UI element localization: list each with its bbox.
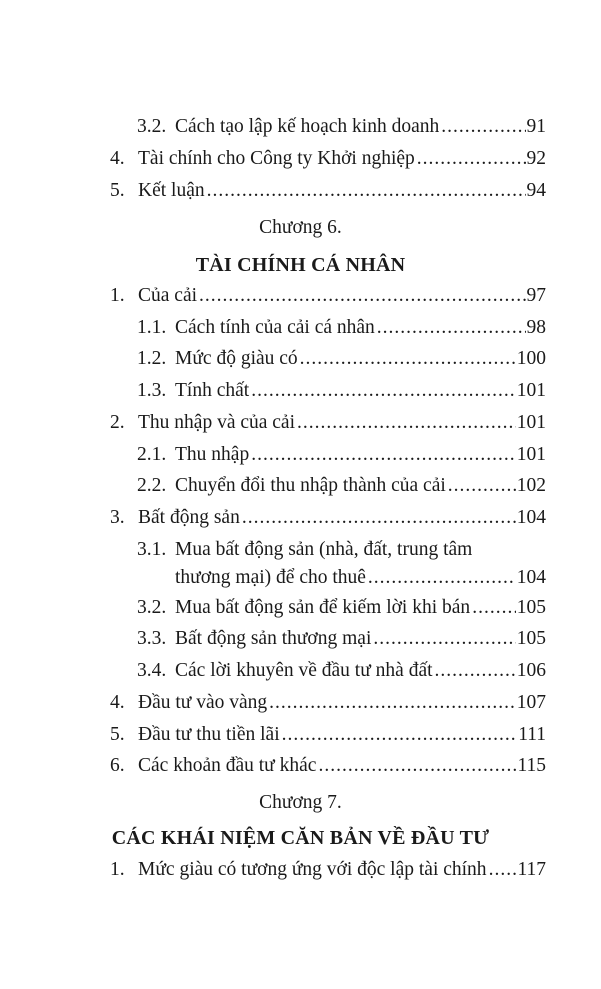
toc-entry[interactable] — [137, 660, 546, 686]
dot-leader — [417, 148, 526, 170]
entry-label: Đầu tư thu tiền lãi — [138, 724, 280, 745]
entry-line — [175, 317, 546, 339]
entry-line — [175, 348, 546, 370]
entry-page: 104 — [516, 507, 546, 528]
entry-line — [175, 660, 546, 682]
entry-line — [138, 180, 546, 202]
entry-page: 102 — [516, 475, 546, 496]
dot-leader — [251, 380, 516, 402]
entry-number: 3.2. — [137, 116, 167, 137]
toc-entry[interactable] — [110, 180, 546, 206]
toc-entry[interactable] — [137, 628, 546, 654]
entry-number: 1. — [110, 859, 125, 880]
entry-label: Chuyển đổi thu nhập thành của cải — [175, 475, 446, 496]
entry-label: Bất động sản — [138, 507, 240, 528]
entry-label: Mức giàu có tương ứng với độc lập tài chính — [138, 859, 487, 880]
entry-line — [175, 628, 546, 650]
dot-leader — [269, 692, 516, 714]
entry-number: 3.4. — [137, 660, 167, 681]
entry-label-continued: thương mại) để cho thuê — [175, 567, 366, 588]
dot-leader — [251, 444, 516, 466]
toc-entry[interactable] — [110, 507, 546, 533]
entry-line — [138, 859, 546, 881]
toc-entry[interactable] — [137, 475, 546, 501]
dot-leader — [377, 317, 526, 339]
dot-leader — [448, 475, 516, 497]
toc-entry[interactable] — [137, 597, 546, 623]
toc-entry[interactable] — [137, 348, 546, 374]
entry-number: 3. — [110, 507, 125, 528]
entry-line — [175, 475, 546, 497]
chapter-heading: Chương 7. — [259, 792, 342, 813]
toc-entry[interactable] — [137, 444, 546, 470]
entry-label: Mua bất động sản để kiếm lời khi bán — [175, 597, 471, 618]
toc-entry[interactable] — [110, 148, 546, 174]
entry-line — [175, 567, 546, 589]
dot-leader — [435, 660, 516, 682]
entry-label: Tính chất — [175, 380, 250, 401]
entry-line — [138, 755, 546, 777]
entry-page: 98 — [526, 317, 546, 338]
entry-page: 100 — [516, 348, 546, 369]
entry-line — [138, 148, 546, 170]
dot-leader — [373, 628, 515, 650]
dot-leader — [242, 507, 516, 529]
entry-page: 117 — [517, 859, 546, 880]
entry-page: 115 — [517, 755, 546, 776]
entry-label: Các khoản đầu tư khác — [138, 755, 317, 776]
entry-page: 94 — [526, 180, 546, 201]
dot-leader — [300, 348, 516, 370]
entry-line — [175, 380, 546, 402]
entry-page: 91 — [526, 116, 546, 137]
entry-page: 107 — [516, 692, 546, 713]
entry-label: Các lời khuyên về đầu tư nhà đất — [175, 660, 433, 681]
entry-number: 1. — [110, 285, 125, 306]
dot-leader — [199, 285, 525, 307]
entry-page: 111 — [518, 724, 546, 745]
entry-label: Tài chính cho Công ty Khởi nghiệp — [138, 148, 415, 169]
entry-page: 105 — [516, 628, 546, 649]
toc-entry[interactable] — [137, 539, 546, 565]
toc-entry[interactable] — [110, 859, 546, 885]
entry-label: Đầu tư vào vàng — [138, 692, 268, 713]
entry-page: 92 — [526, 148, 546, 169]
entry-number: 4. — [110, 692, 125, 713]
entry-page: 101 — [516, 380, 546, 401]
toc-entry[interactable] — [137, 116, 546, 142]
entry-line — [175, 444, 546, 466]
entry-page: 105 — [516, 597, 546, 618]
entry-line — [175, 597, 546, 619]
entry-number: 5. — [110, 724, 125, 745]
entry-label: Kết luận — [138, 180, 205, 201]
toc-entry-continuation[interactable] — [175, 567, 546, 593]
entry-label: Mức độ giàu có — [175, 348, 298, 369]
dot-leader — [441, 116, 525, 138]
entry-number: 3.2. — [137, 597, 167, 618]
entry-label: Cách tính của cải cá nhân — [175, 317, 375, 338]
entry-number: 1.1. — [137, 317, 167, 338]
chapter-title: TÀI CHÍNH CÁ NHÂN — [195, 254, 406, 276]
dot-leader — [282, 724, 518, 746]
toc-entry[interactable] — [137, 317, 546, 343]
dot-leader — [472, 597, 516, 619]
entry-label: Cách tạo lập kế hoạch kinh doanh — [175, 116, 440, 137]
entry-line — [138, 412, 546, 434]
chapter-heading: Chương 6. — [259, 217, 342, 238]
entry-line — [138, 692, 546, 714]
entry-number: 2.1. — [137, 444, 167, 465]
entry-number: 3.3. — [137, 628, 167, 649]
entry-number: 4. — [110, 148, 125, 169]
entry-line — [138, 724, 546, 746]
entry-number: 5. — [110, 180, 125, 201]
entry-number: 1.2. — [137, 348, 167, 369]
entry-number: 1.3. — [137, 380, 167, 401]
entry-label: Mua bất động sản (nhà, đất, trung tâm — [175, 539, 473, 560]
entry-number: 6. — [110, 755, 125, 776]
entry-label: Của cải — [138, 285, 198, 306]
entry-page: 97 — [526, 285, 546, 306]
chapter-title: CÁC KHÁI NIỆM CĂN BẢN VỀ ĐẦU TƯ — [111, 827, 490, 849]
dot-leader — [368, 567, 516, 589]
toc-entry[interactable] — [137, 380, 546, 406]
toc-entry[interactable] — [110, 285, 546, 311]
toc-entry[interactable] — [110, 412, 546, 438]
entry-page: 106 — [516, 660, 546, 681]
toc-entry[interactable] — [110, 755, 546, 781]
entry-page: 104 — [516, 567, 546, 588]
entry-line — [138, 507, 546, 529]
entry-page: 101 — [516, 412, 546, 433]
entry-number: 3.1. — [137, 539, 167, 560]
entry-page: 101 — [516, 444, 546, 465]
entry-label: Bất động sản thương mại — [175, 628, 372, 649]
dot-leader — [207, 180, 526, 202]
entry-number: 2.2. — [137, 475, 167, 496]
dot-leader — [297, 412, 516, 434]
entry-label: Thu nhập — [175, 444, 250, 465]
entry-number: 2. — [110, 412, 125, 433]
entry-label: Thu nhập và của cải — [138, 412, 296, 433]
toc-entry[interactable] — [110, 692, 546, 718]
dot-leader — [318, 755, 516, 777]
entry-line — [138, 285, 546, 307]
entry-line — [175, 116, 546, 138]
dot-leader — [489, 859, 517, 881]
toc-entry[interactable] — [110, 724, 546, 750]
